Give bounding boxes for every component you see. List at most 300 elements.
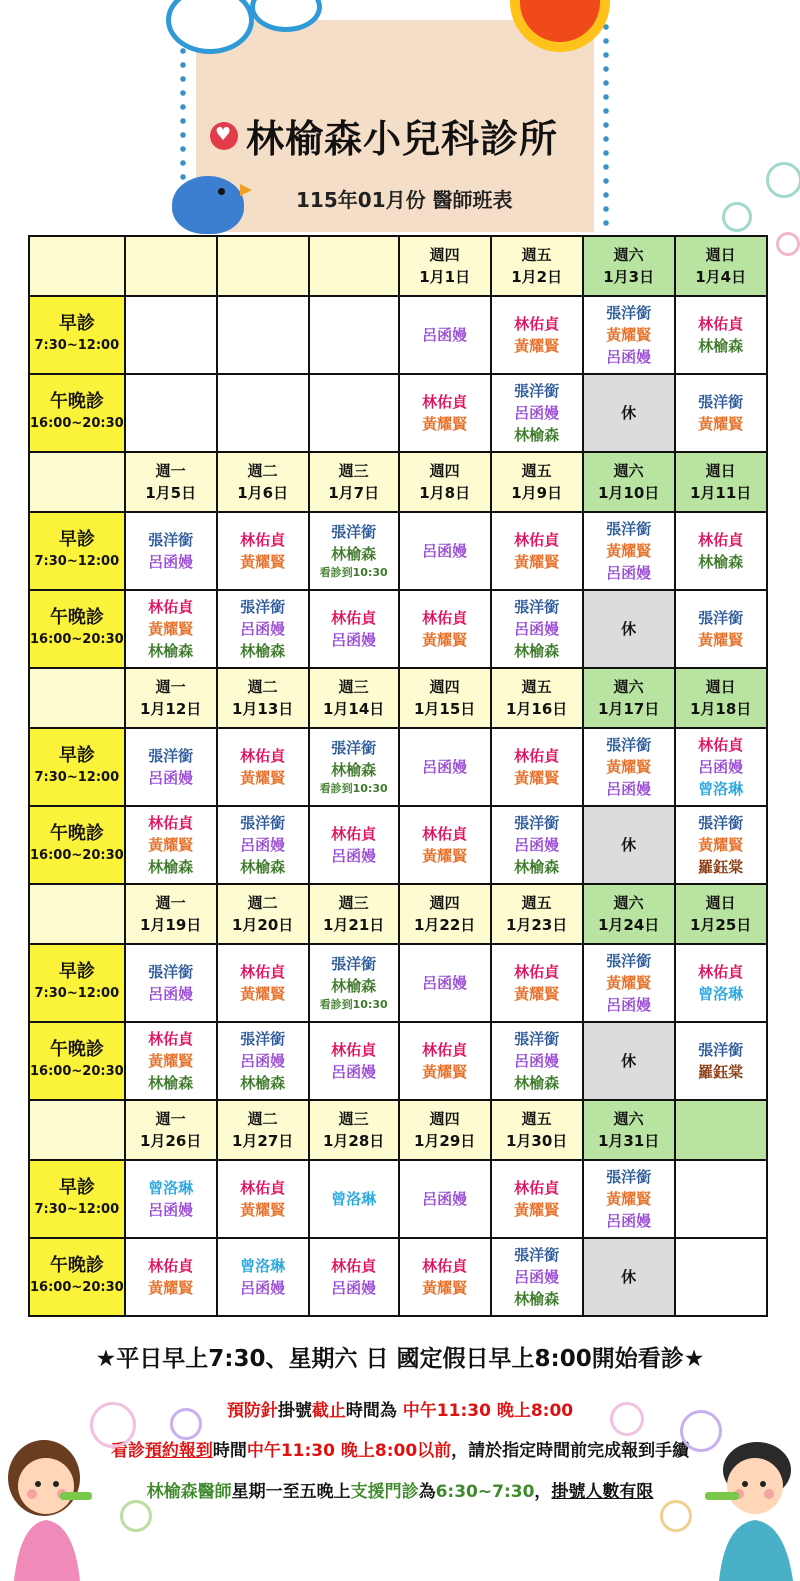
doctor-name: 黃耀賢 — [606, 326, 652, 344]
doctor-cell — [491, 512, 583, 590]
child-left-icon — [0, 1432, 92, 1581]
weekday-label: 週六 — [613, 246, 644, 264]
date-label: 1月27日 — [232, 1132, 294, 1150]
evening-shift-label — [29, 1022, 125, 1100]
shift-time: 16:00~20:30 — [30, 632, 124, 647]
shift-time: 16:00~20:30 — [30, 848, 124, 863]
doctor-name: 呂函嫚 — [148, 985, 194, 1003]
day-header-cell — [217, 236, 309, 296]
day-header-cell — [125, 452, 217, 512]
day-header-cell — [309, 1100, 399, 1160]
doctor-name: 黃耀賢 — [422, 1279, 468, 1297]
evening-shift-row — [29, 590, 767, 668]
doctor-name: 張洋銜 — [698, 814, 744, 832]
doctor-name: 林佑貞 — [240, 747, 286, 765]
weekday-label: 週一 — [155, 678, 186, 696]
doctor-cell — [399, 512, 491, 590]
note-segment: 預防針 — [226, 1401, 278, 1421]
doctor-name: 曾洛琳 — [698, 985, 744, 1003]
doctor-name: 林佑貞 — [331, 1257, 377, 1275]
doctor-name: 林佑貞 — [331, 825, 377, 843]
bubble-icon — [722, 202, 752, 232]
day-header-cell — [217, 452, 309, 512]
doctor-name: 林佑貞 — [514, 963, 560, 981]
doctor-cell — [125, 374, 217, 452]
corner-cell — [29, 884, 125, 944]
doctor-name: 林榆森 — [240, 642, 286, 660]
shift-time: 7:30~12:00 — [34, 770, 120, 785]
bubble-icon — [660, 1500, 692, 1532]
rest-cell: 休 — [583, 1022, 675, 1100]
doctor-cell — [309, 1022, 399, 1100]
doctor-name: 呂函嫚 — [514, 1268, 560, 1286]
day-header-cell — [125, 884, 217, 944]
date-label: 1月9日 — [511, 484, 563, 502]
day-header-cell — [399, 1100, 491, 1160]
doctor-name: 林榆森 — [148, 642, 194, 660]
week-header-row — [29, 668, 767, 728]
doctor-name: 黃耀賢 — [148, 1279, 194, 1297]
note-segment: 截止 — [311, 1401, 346, 1421]
day-header-cell — [309, 668, 399, 728]
doctor-cell — [491, 1238, 583, 1316]
doctor-name: 張洋銜 — [514, 382, 560, 400]
doctor-name: 林佑貞 — [148, 814, 194, 832]
doctor-name: 林榆森 — [331, 545, 377, 563]
morning-shift-label — [29, 512, 125, 590]
date-label: 1月17日 — [598, 700, 660, 718]
doctor-name: 黃耀賢 — [514, 985, 560, 1003]
date-label: 1月2日 — [511, 268, 563, 286]
day-header-cell — [583, 884, 675, 944]
doctor-cell — [217, 296, 309, 374]
doctor-cell — [309, 374, 399, 452]
day-header-cell — [491, 452, 583, 512]
doctor-cell — [491, 1160, 583, 1238]
doctor-name: 呂函嫚 — [148, 553, 194, 571]
day-header-cell — [583, 452, 675, 512]
date-label: 1月21日 — [323, 916, 385, 934]
evening-shift-label — [29, 374, 125, 452]
doctor-name: 黃耀賢 — [514, 1201, 560, 1219]
doctor-name: 呂函嫚 — [606, 564, 652, 582]
doctor-name: 黃耀賢 — [148, 1052, 194, 1070]
doctor-name: 呂函嫚 — [331, 631, 377, 649]
date-label: 1月31日 — [598, 1132, 660, 1150]
doctor-cell — [217, 1160, 309, 1238]
date-label: 1月25日 — [690, 916, 752, 934]
weekday-label: 週六 — [613, 1110, 644, 1128]
doctor-name: 呂函嫚 — [331, 847, 377, 865]
doctor-name: 呂函嫚 — [422, 1190, 468, 1208]
note-segment: 掛號 — [277, 1401, 312, 1421]
schedule-subtitle: 115年01月份 醫師班表 — [296, 188, 513, 212]
date-label: 1月13日 — [232, 700, 294, 718]
doctor-cell — [217, 512, 309, 590]
rest-cell: 休 — [583, 374, 675, 452]
doctor-name: 呂函嫚 — [148, 1201, 194, 1219]
date-label: 1月20日 — [232, 916, 294, 934]
doctor-name: 林佑貞 — [148, 1030, 194, 1048]
rest-cell: 休 — [583, 590, 675, 668]
doctor-cell — [675, 806, 767, 884]
date-label: 1月18日 — [690, 700, 752, 718]
day-header-cell — [399, 452, 491, 512]
doctor-cell — [125, 1022, 217, 1100]
date-label: 1月16日 — [506, 700, 568, 718]
doctor-name: 呂函嫚 — [331, 1279, 377, 1297]
date-label: 1月5日 — [145, 484, 197, 502]
doctor-cell — [217, 374, 309, 452]
doctor-cell — [491, 590, 583, 668]
day-header-cell — [583, 1100, 675, 1160]
doctor-name: 張洋銜 — [606, 736, 652, 754]
doctor-name: 呂函嫚 — [606, 996, 652, 1014]
day-header-cell — [675, 452, 767, 512]
doctor-name: 林榆森 — [331, 977, 377, 995]
corner-cell — [29, 1100, 125, 1160]
weekday-label: 週三 — [338, 462, 369, 480]
doctor-cell — [675, 728, 767, 806]
doctor-name: 張洋銜 — [148, 531, 194, 549]
date-label: 1月28日 — [323, 1132, 385, 1150]
doctor-name: 張洋銜 — [606, 952, 652, 970]
doctor-name: 黃耀賢 — [514, 337, 560, 355]
doctor-name: 呂函嫚 — [240, 1279, 286, 1297]
doctor-name: 林榆森 — [698, 553, 744, 571]
doctor-name: 林佑貞 — [331, 1041, 377, 1059]
doctor-name: 林榆森 — [698, 337, 744, 355]
day-header-cell — [309, 884, 399, 944]
day-header-cell — [399, 236, 491, 296]
day-header-cell — [125, 668, 217, 728]
doctor-cell — [583, 1160, 675, 1238]
bird-eye — [218, 188, 225, 195]
weekday-label: 週一 — [155, 1110, 186, 1128]
shift-name: 早診 — [58, 313, 95, 334]
doctor-name: 羅鈺棠 — [698, 1063, 744, 1081]
shift-name: 午晚診 — [49, 1039, 104, 1060]
doctor-name: 張洋銜 — [148, 747, 194, 765]
evening-shift-row — [29, 1238, 767, 1316]
doctor-cell — [491, 1022, 583, 1100]
date-label: 1月19日 — [140, 916, 202, 934]
doctor-name: 林榆森 — [514, 1074, 560, 1092]
bubble-icon — [90, 1402, 136, 1448]
doctor-name: 林佑貞 — [148, 1257, 194, 1275]
doctor-name: 張洋銜 — [514, 814, 560, 832]
session-note: 看診到10:30 — [319, 566, 388, 579]
doctor-name: 黃耀賢 — [422, 631, 468, 649]
weekday-label: 週五 — [521, 678, 552, 696]
session-note: 看診到10:30 — [319, 998, 388, 1011]
day-header-cell — [675, 236, 767, 296]
doctor-name: 林佑貞 — [331, 609, 377, 627]
note-segment: 時間 — [212, 1441, 247, 1461]
doctor-cell — [125, 1238, 217, 1316]
doctor-cell — [309, 728, 399, 806]
weekday-label: 週六 — [613, 894, 644, 912]
doctor-cell — [309, 296, 399, 374]
doctor-name: 張洋銜 — [331, 955, 377, 973]
doctor-name: 呂函嫚 — [148, 769, 194, 787]
doctor-name: 張洋銜 — [240, 598, 286, 616]
doctor-name: 林佑貞 — [422, 1041, 468, 1059]
day-header-cell — [217, 884, 309, 944]
shift-time: 7:30~12:00 — [34, 338, 120, 353]
evening-shift-label — [29, 1238, 125, 1316]
doctor-name: 張洋銜 — [148, 963, 194, 981]
doctor-name: 黃耀賢 — [606, 758, 652, 776]
doctor-cell — [125, 806, 217, 884]
morning-shift-label — [29, 728, 125, 806]
bubble-icon — [776, 232, 800, 256]
weekday-label: 週一 — [155, 462, 186, 480]
weekday-label: 週三 — [338, 678, 369, 696]
doctor-cell — [309, 590, 399, 668]
doctor-name: 黃耀賢 — [606, 1190, 652, 1208]
weekday-label: 週五 — [521, 462, 552, 480]
doctor-name: 黃耀賢 — [240, 985, 286, 1003]
doctor-cell — [675, 1238, 767, 1316]
child-right-icon — [705, 1432, 800, 1581]
doctor-name: 呂函嫚 — [240, 1052, 286, 1070]
doctor-name: 呂函嫚 — [422, 758, 468, 776]
doctor-name: 林榆森 — [148, 858, 194, 876]
doctor-name: 呂函嫚 — [698, 758, 744, 776]
weekday-label: 週二 — [247, 462, 278, 480]
date-label: 1月30日 — [506, 1132, 568, 1150]
doctor-name: 林佑貞 — [422, 825, 468, 843]
shift-time: 7:30~12:00 — [34, 1202, 120, 1217]
rest-cell: 休 — [583, 806, 675, 884]
dotted-border-right — [603, 20, 609, 230]
doctor-name: 黃耀賢 — [422, 847, 468, 865]
doctor-name: 林榆森 — [514, 642, 560, 660]
day-header-cell — [125, 1100, 217, 1160]
doctor-name: 張洋銜 — [606, 520, 652, 538]
doctor-cell — [125, 728, 217, 806]
heart-icon — [210, 122, 238, 150]
doctor-name: 黃耀賢 — [514, 769, 560, 787]
doctor-cell — [399, 1238, 491, 1316]
doctor-name: 林榆森 — [240, 858, 286, 876]
day-header-cell — [217, 668, 309, 728]
week-header-row — [29, 452, 767, 512]
doctor-cell — [583, 944, 675, 1022]
doctor-name: 黃耀賢 — [240, 769, 286, 787]
doctor-name: 黃耀賢 — [698, 836, 744, 854]
doctor-cell — [675, 1160, 767, 1238]
day-header-cell — [399, 884, 491, 944]
doctor-name: 黃耀賢 — [422, 1063, 468, 1081]
doctor-name: 張洋銜 — [331, 523, 377, 541]
weekday-label: 週二 — [247, 678, 278, 696]
clinic-title — [210, 108, 558, 163]
doctor-name: 林佑貞 — [240, 531, 286, 549]
doctor-cell — [583, 512, 675, 590]
day-header-cell — [491, 668, 583, 728]
doctor-name: 黃耀賢 — [698, 415, 744, 433]
doctor-name: 黃耀賢 — [148, 620, 194, 638]
doctor-name: 林榆森 — [331, 761, 377, 779]
day-header-cell — [309, 452, 399, 512]
bubble-icon — [170, 1408, 202, 1440]
doctor-name: 林榆森 — [240, 1074, 286, 1092]
shift-time: 16:00~20:30 — [30, 416, 124, 431]
shift-name: 午晚診 — [49, 823, 104, 844]
doctor-cell — [675, 944, 767, 1022]
doctor-name: 張洋銜 — [606, 1168, 652, 1186]
doctor-name: 呂函嫚 — [422, 974, 468, 992]
schedule-table — [28, 235, 768, 1317]
doctor-name: 呂函嫚 — [606, 348, 652, 366]
morning-shift-row — [29, 1160, 767, 1238]
note-segment: 掛號人數有限 — [551, 1482, 654, 1502]
bubble-icon — [120, 1500, 152, 1532]
doctor-cell — [399, 944, 491, 1022]
doctor-cell — [217, 1238, 309, 1316]
shift-time: 16:00~20:30 — [30, 1280, 124, 1295]
shift-name: 早診 — [58, 745, 95, 766]
doctor-name: 曾洛琳 — [698, 780, 744, 798]
weekday-label: 週四 — [429, 246, 460, 264]
day-header-cell — [583, 236, 675, 296]
shift-name: 早診 — [58, 529, 95, 550]
evening-shift-label — [29, 590, 125, 668]
doctor-cell — [125, 512, 217, 590]
morning-shift-label — [29, 296, 125, 374]
doctor-cell — [309, 512, 399, 590]
doctor-cell — [309, 1160, 399, 1238]
note-segment: ，請於指定時間前完成報到手續 — [451, 1441, 690, 1461]
day-header-cell — [583, 668, 675, 728]
doctor-name: 張洋銜 — [698, 1041, 744, 1059]
evening-shift-row — [29, 806, 767, 884]
date-label: 1月4日 — [695, 268, 747, 286]
doctor-name: 林佑貞 — [514, 315, 560, 333]
doctor-name: 張洋銜 — [331, 739, 377, 757]
date-label: 1月6日 — [237, 484, 289, 502]
doctor-name: 林佑貞 — [698, 531, 744, 549]
doctor-cell — [399, 1160, 491, 1238]
morning-shift-label — [29, 1160, 125, 1238]
doctor-cell — [399, 728, 491, 806]
note-segment: 中午11:30 晚上8:00以前 — [246, 1441, 452, 1461]
day-header-cell — [125, 236, 217, 296]
morning-shift-row — [29, 944, 767, 1022]
week-header-row — [29, 884, 767, 944]
day-header-cell — [491, 884, 583, 944]
note-segment: 時間為 — [345, 1401, 403, 1421]
doctor-name: 林佑貞 — [422, 609, 468, 627]
doctor-name: 林佑貞 — [240, 963, 286, 981]
doctor-cell — [125, 1160, 217, 1238]
doctor-name: 呂函嫚 — [422, 542, 468, 560]
doctor-name: 呂函嫚 — [606, 1212, 652, 1230]
bird-beak — [240, 184, 252, 196]
date-label: 1月12日 — [140, 700, 202, 718]
doctor-cell — [399, 590, 491, 668]
doctor-name: 林佑貞 — [240, 1179, 286, 1197]
doctor-cell — [125, 590, 217, 668]
weekday-label: 週二 — [247, 1110, 278, 1128]
morning-shift-row — [29, 296, 767, 374]
week-header-row — [29, 236, 767, 296]
date-label: 1月11日 — [690, 484, 752, 502]
doctor-name: 曾洛琳 — [331, 1190, 377, 1208]
doctor-name: 張洋銜 — [698, 393, 744, 411]
bird-icon — [172, 176, 244, 234]
doctor-name: 羅鈺棠 — [698, 858, 744, 876]
note-segment: 林榆森醫師 — [146, 1482, 232, 1502]
doctor-name: 呂函嫚 — [422, 326, 468, 344]
weekday-label: 週三 — [338, 1110, 369, 1128]
doctor-cell — [675, 296, 767, 374]
doctor-name: 呂函嫚 — [606, 780, 652, 798]
doctor-cell — [399, 1022, 491, 1100]
doctor-name: 林榆森 — [514, 1290, 560, 1308]
week-header-row — [29, 1100, 767, 1160]
evening-shift-row — [29, 374, 767, 452]
note-segment: 6:30~7:30 — [435, 1482, 535, 1502]
rest-cell: 休 — [583, 1238, 675, 1316]
date-label: 1月14日 — [323, 700, 385, 718]
date-label: 1月23日 — [506, 916, 568, 934]
shift-name: 早診 — [58, 1177, 95, 1198]
shift-name: 午晚診 — [49, 607, 104, 628]
day-header-cell — [309, 236, 399, 296]
evening-shift-label — [29, 806, 125, 884]
doctor-name: 黃耀賢 — [698, 631, 744, 649]
doctor-cell — [491, 374, 583, 452]
weekday-label: 週五 — [521, 1110, 552, 1128]
doctor-name: 林佑貞 — [514, 1179, 560, 1197]
corner-cell — [29, 452, 125, 512]
weekday-label: 週一 — [155, 894, 186, 912]
date-label: 1月29日 — [414, 1132, 476, 1150]
doctor-name: 林佑貞 — [148, 598, 194, 616]
morning-shift-row — [29, 728, 767, 806]
evening-shift-row — [29, 1022, 767, 1100]
date-label: 1月26日 — [140, 1132, 202, 1150]
morning-shift-row — [29, 512, 767, 590]
doctor-cell — [125, 296, 217, 374]
shift-name: 午晚診 — [49, 1255, 104, 1276]
bubble-icon — [766, 162, 800, 198]
weekday-label: 週四 — [429, 894, 460, 912]
doctor-name: 張洋銜 — [240, 1030, 286, 1048]
date-label: 1月15日 — [414, 700, 476, 718]
day-header-cell — [675, 884, 767, 944]
doctor-name: 呂函嫚 — [240, 836, 286, 854]
date-label: 1月3日 — [603, 268, 655, 286]
doctor-name: 呂函嫚 — [514, 404, 560, 422]
doctor-name: 呂函嫚 — [240, 620, 286, 638]
weekday-label: 週四 — [429, 1110, 460, 1128]
doctor-cell — [217, 1022, 309, 1100]
note-segment: 星期一至五晚上 — [231, 1482, 351, 1502]
weekday-label: 週五 — [521, 894, 552, 912]
doctor-cell — [309, 806, 399, 884]
doctor-cell — [309, 1238, 399, 1316]
bubble-icon — [610, 1402, 644, 1436]
doctor-name: 曾洛琳 — [240, 1257, 286, 1275]
weekday-label: 週日 — [705, 894, 736, 912]
doctor-name: 林佑貞 — [698, 736, 744, 754]
doctor-name: 張洋銜 — [514, 1246, 560, 1264]
note-segment: 為 — [418, 1482, 436, 1502]
